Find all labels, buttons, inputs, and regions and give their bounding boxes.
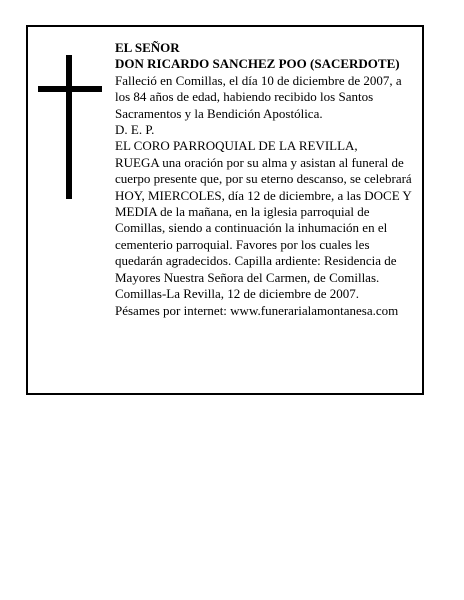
dep-initials: D. E. P. [115, 122, 155, 138]
place-and-date: Comillas-La Revilla, 12 de diciembre de 2007. [115, 286, 360, 302]
obituary-notice [26, 25, 424, 395]
choir-name: EL CORO PARROQUIAL DE LA REVILLA, [115, 138, 358, 154]
notice-text [115, 40, 420, 319]
cross-icon [38, 55, 102, 199]
notice-title: EL SEÑOR [115, 40, 180, 55]
death-details: Falleció en Comillas, el día 10 de diciembre de 2007, a los 84 años de edad, habiendo recibido los Santos Sacramentos y la Bendición Apostólica. [115, 72, 402, 121]
funeral-request: RUEGA una oración por su alma y asistan al funeral de cuerpo presente que, por su eterno descanso, se celebrará HOY, MIERCOLES, día 12 de diciembre, a las DOCE Y MEDIA de la mañana, en la iglesia parroquial de Comillas, siendo a continuación la inhumación en el cementerio parroquial. Favores por los cuales les quedarán agradecidos. Capilla ardiente: Residencia de Mayores Nuestra Señora del Carmen, de Comillas. [115, 154, 412, 285]
deceased-name: DON RICARDO SANCHEZ POO (SACERDOTE) [115, 56, 400, 72]
cross-horizontal-bar [38, 86, 102, 92]
cross-vertical-bar [66, 55, 72, 199]
condolences-website: Pésames por internet: www.funerarialamontanesa.com [115, 302, 399, 318]
